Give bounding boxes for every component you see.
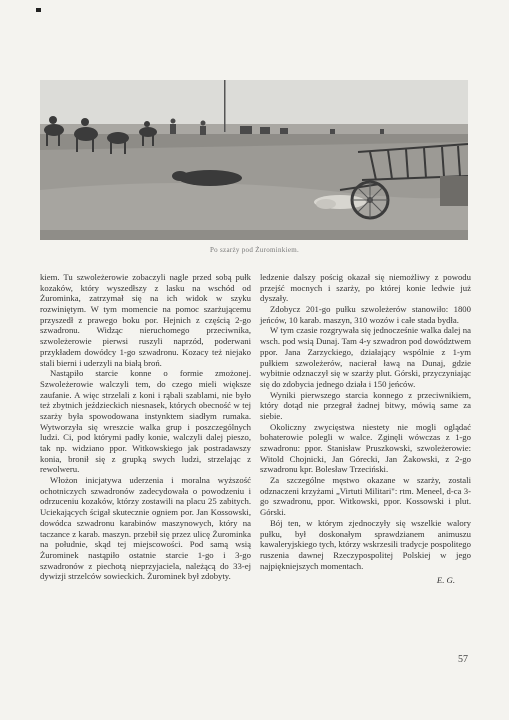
paragraph: kiem. Tu szwoleżerowie zobaczyli nagle przed sobą pułk kozaków, który wyszedłszy z lasku na wschód od Żurominka, zatrzymał się na ich widok w szyku rozwiniętym. W tym momencie na pomoc szarżującemu przyszedł z prawego boku por. Hejnich z częścią 2-go szwadronu. Widząc nieruchomego przeciwnika, szwoleżerowie pierwsi ruszyli naprzód, poderwani przykładem dowódcy 1-go szwadronu. Kozacy też niejako stali bierni i uderzyli na białą broń. [40,272,251,368]
paragraph: W tym czasie rozgrywała się jednocześnie walka dalej na wsch. pod wsią Dunaj. Tam 4-y szwadron pod dowództwem ppor. Jana Zarzyckiego, działający wspólnie z 1-ym pułkiem szwoleżerów, nacierał ławą na Dunaj, gdzie wybitnie odznaczył się w szarży plut. Górski, przyczyniając się do zdobycia jednego działa i 150 jeńców. [260,325,471,389]
paragraph: Bój ten, w którym zjednoczyły się wszelkie walory pułku, był doskonałym sprawdzianem animuszu kawaleryjskiego tych, którzy wskrzesili tradycje pospolitego ruszenia dawnej Rzeczypospolitej Polskiej w jego najpiękniejszych momentach. [260,517,471,571]
article-column-right [260,272,471,586]
page-corner-mark [36,8,41,12]
paragraph: Okoliczny zwycięstwa niestety nie mogli oglądać bohaterowie polegli w walce. Zginęli wówczas z 1-go szwadronu: ppor. Stanisław Pruszkowski, szwoleżerowie: Witold Chojnicki, Jan Górecki, Jan Żakowski, z 2-go szwadronu kpr. Bolesław Trzeciński. [260,421,471,475]
article-column-left [40,272,251,582]
paragraph: Za szczególne męstwo okazane w szarży, zostali odznaczeni krzyżami „Virtuti Militari": rtm. Meneel, d-ca 3-go szwadronu, ppor. Witkowski, ppor. Kossowski i plut. Górski. [260,475,471,518]
paragraph: ledzenie dalszy pościg okazał się niemożliwy z powodu przejść mocnych i szarży, po której konie ledwie już dyszały. [260,272,471,304]
paragraph: Włożon inicjatywa uderzenia i moralna wyższość ochotniczych szwadronów zadecydowała o powodzeniu i odrzuceniu kozaków, którzy zostawili na placu 25 zabitych. Uciekających ścigał skutecznie ogniem por. Jan Kossowski, dowódca szwadronu karabinów maszynowych, który na taczance z karab. maszyn. przebił się przez ulicę Żurominka na południe, skąd tej miejscowości. Pod samą wsią Żurominek nastąpiło ostatnie starcie 1-go i 3-go szwadronów z piechotą nieprzyjaciela, należącą do 33-ej dywizji strzelców sowieckich. Żurominek był zdobyty. [40,475,251,582]
paragraph: Nastąpiło starcie konne o formie zmożonej. Szwoleżerowie walczyli tem, do czego mieli większe zaufanie. A więc strzelali z koni i rąbali szablami, nie było też zbytnich jeździeckich niesnasek, których obecność w tej szarży była spowodowana instynktem siadłym rumaka. Wytworzyła się wreszcie walka grup i poszczególnych ludzi. Ci, pod którymi padły konie, walczyli dalej pieszo, tak np. widziano ppor. Witkowskiego jak postradawszy konia, bronił się z grupką swych ludzi, strzelając z rewolweru. [40,368,251,475]
paragraph: Zdobycz 201-go pułku szwoleżerów stanowiło: 1800 jeńców, 10 karab. maszyn, 310 wozów i całe stada bydła. [260,304,471,325]
photo-caption: Po szarży pod Żurominkiem. [209,246,300,254]
page-number: 57 [458,654,468,665]
paragraph: Wyniki pierwszego starcia konnego z przeciwnikiem, który dotąd nie przegrał żadnej bitwy, mówią same za siebie. [260,389,471,421]
author-signature: E. G. [436,575,455,586]
historical-photograph [40,80,468,240]
